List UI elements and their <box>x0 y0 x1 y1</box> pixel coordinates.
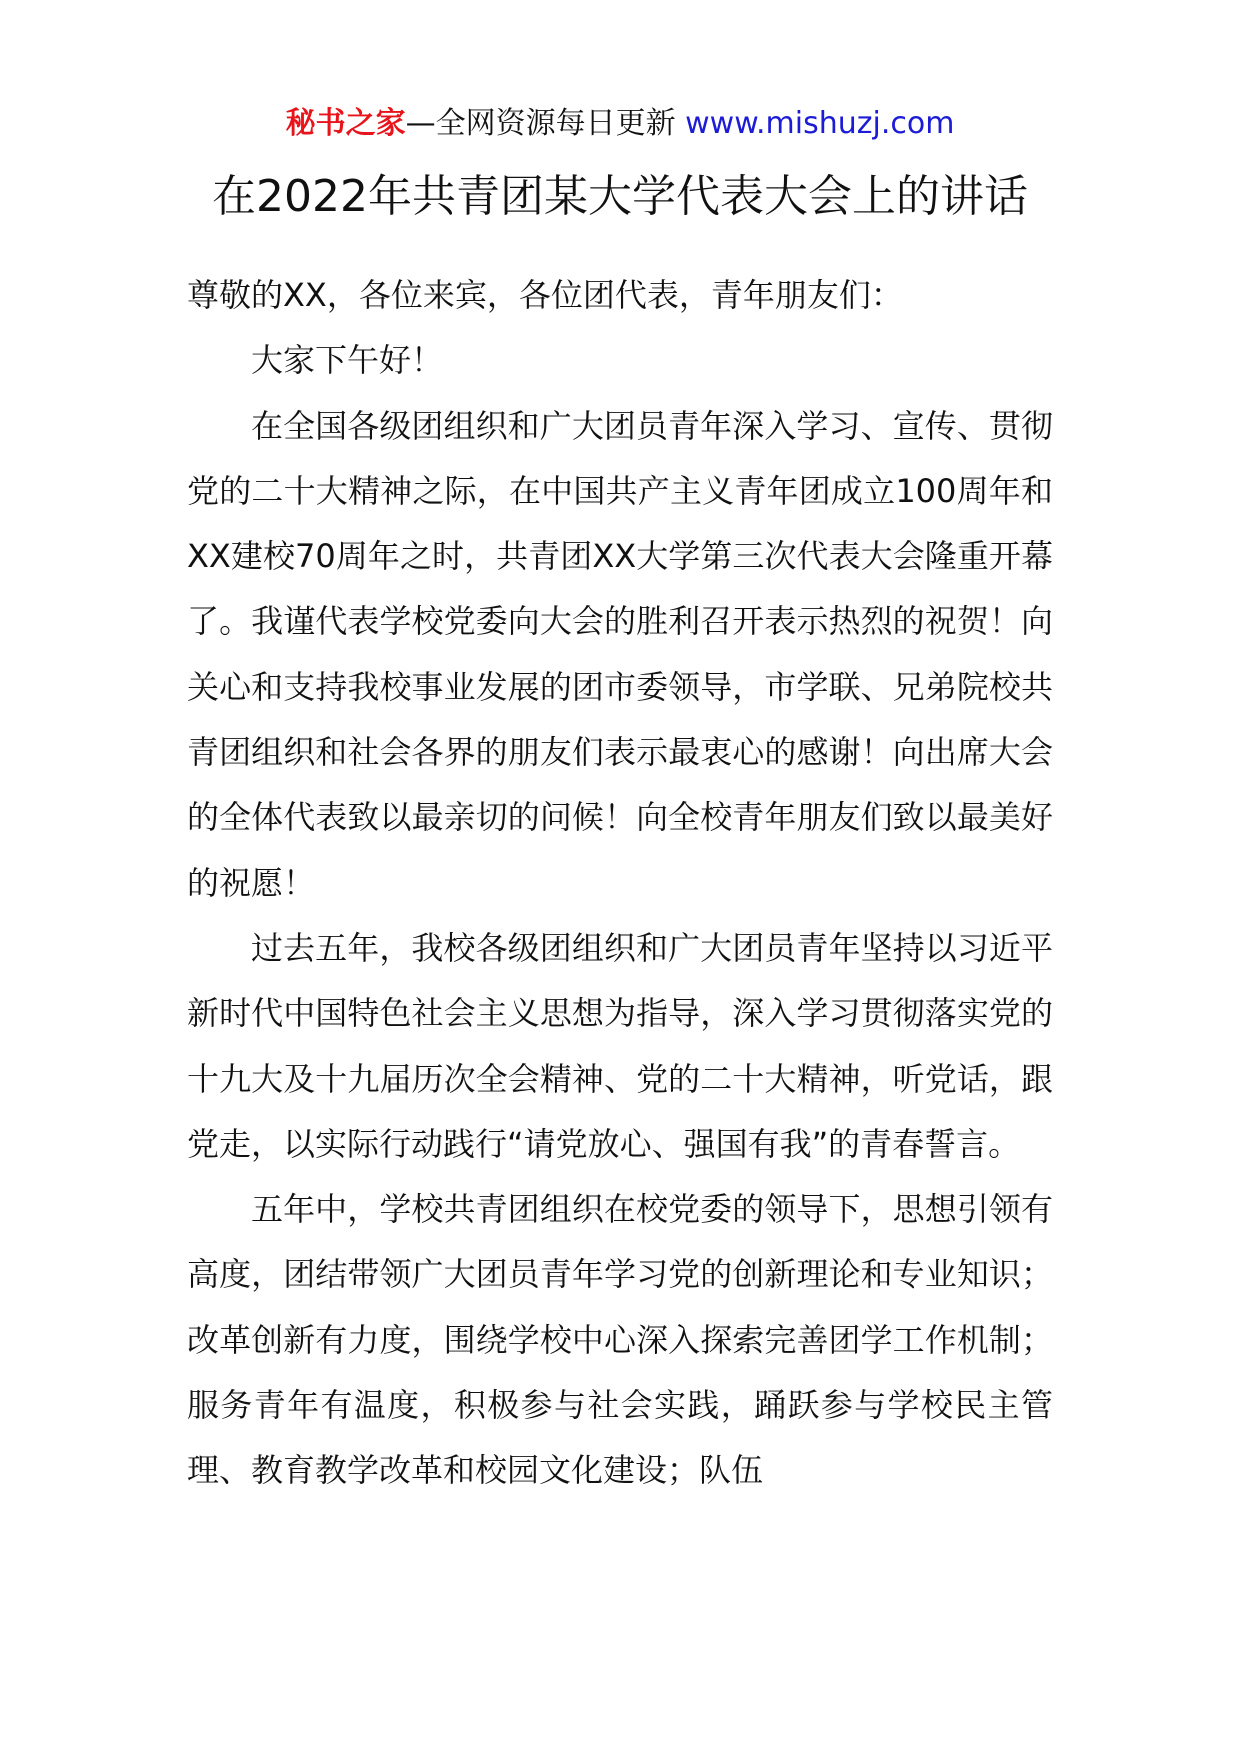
document-title: 在2022年共青团某大学代表大会上的讲话 <box>212 171 1028 222</box>
paragraph-opening: 在全国各级团组织和广大团员青年深入学习、宣传、贯彻党的二十大精神之际，在中国共产主义青年团成立100周年和XX建校70周年之时，共青团XX大学第三次代表大会隆重开幕了。我谨代表学校党委向大会的胜利召开表示热烈的祝贺！向关心和支持我校事业发展的团市委领导，市学联、兄弟院校共青团组织和社会各界的朋友们表示最衷心的感谢！向出席大会的全体代表致以最亲切的问候！向全校青年朋友们致以最美好的祝愿！ <box>187 406 1053 902</box>
paragraph-past-five-years: 过去五年，我校各级团组织和广大团员青年坚持以习近平新时代中国特色社会主义思想为指导，深入学习贯彻落实党的十九大及十九届历次全会精神、党的二十大精神，听党话，跟党走，以实际行动践行“请党放心、强国有我”的青春誓言。 <box>187 928 1053 1163</box>
paragraph-greeting: 大家下午好！ <box>251 341 444 380</box>
salutation: 尊敬的XX，各位来宾，各位团代表，青年朋友们： <box>187 276 903 314</box>
site-header <box>0 104 1240 144</box>
site-tagline: —全网资源每日更新 <box>405 106 676 141</box>
paragraph-achievements: 五年中，学校共青团组织在校党委的领导下，思想引领有高度，团结带领广大团员青年学习党的创新理论和专业知识；改革创新有力度，围绕学校中心深入探索完善团学工作机制；服务青年有温度，积极参与社会实践，踊跃参与学校民主管理、教育教学改革和校园文化建设；队伍 <box>187 1190 1053 1490</box>
site-brand: 秘书之家 <box>285 106 406 141</box>
site-url-link[interactable]: www.mishuzj.com <box>685 106 955 141</box>
document-body <box>187 263 1053 1504</box>
